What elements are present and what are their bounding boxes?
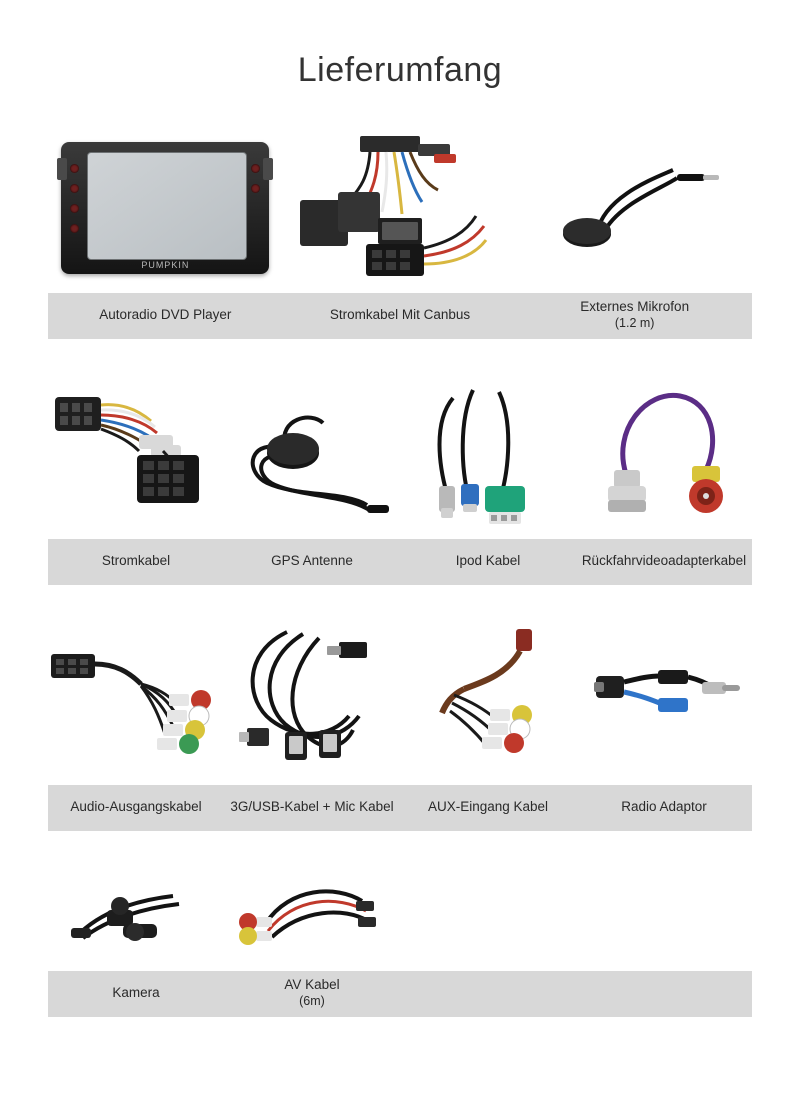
caption-power-cable	[48, 553, 224, 570]
caption-av-cable	[224, 977, 400, 1010]
power-cable-with-canbus-image	[290, 128, 510, 288]
power-cable-image	[51, 379, 221, 529]
caption-label: Externes Mikrofon	[580, 299, 690, 315]
button-icon	[70, 204, 79, 213]
aux-input-cable-image	[408, 625, 568, 775]
caption-label: Ipod Kabel	[455, 553, 521, 569]
caption-car-radio-dvd-player	[48, 307, 283, 324]
caption-external-microphone	[517, 299, 752, 332]
caption-usb-mic-cable	[224, 799, 400, 816]
external-microphone-image	[545, 148, 725, 268]
image-cell-av-cable	[224, 861, 400, 971]
product-row-4-captions	[48, 971, 752, 1017]
gps-antenna-image	[227, 379, 397, 529]
radio-adaptor-image	[584, 640, 744, 760]
image-cell-audio-output-cable	[48, 615, 224, 785]
caption-label: Radio Adaptor	[621, 799, 707, 815]
rear-view-video-adapter-cable-image	[584, 374, 744, 534]
caption-gps-antenna	[224, 553, 400, 570]
car-radio-dvd-player-image	[61, 142, 269, 274]
bracket-right-icon	[263, 158, 273, 180]
caption-label: Audio-Ausgangskabel	[70, 799, 202, 815]
product-row-3-captions	[48, 785, 752, 831]
caption-aux-input-cable	[400, 799, 576, 816]
caption-radio-adaptor	[576, 799, 752, 816]
image-cell-power-cable-with-canbus	[283, 123, 518, 293]
product-row-1-images	[48, 123, 752, 293]
caption-label: 3G/USB-Kabel + Mic Kabel	[230, 799, 394, 815]
caption-label: Stromkabel Mit Canbus	[329, 307, 471, 323]
caption-rear-view-video-adapter-cable	[576, 553, 752, 570]
product-contents-page	[0, 23, 800, 1100]
usb-mic-cable-image	[227, 620, 397, 780]
caption-sublabel: (1.2 m)	[614, 316, 655, 331]
caption-label: AUX-Eingang Kabel	[427, 799, 549, 815]
image-cell-camera	[48, 861, 224, 971]
product-row-2-images	[48, 369, 752, 539]
image-cell-power-cable	[48, 369, 224, 539]
audio-output-cable-image	[49, 630, 224, 770]
button-icon	[70, 224, 79, 233]
button-icon	[70, 164, 79, 173]
image-cell-car-radio-dvd-player	[48, 123, 283, 293]
product-row-4-images	[48, 861, 752, 971]
caption-power-cable-with-canbus	[283, 307, 518, 324]
image-cell-radio-adaptor	[576, 615, 752, 785]
caption-label: GPS Antenne	[271, 553, 353, 569]
button-icon	[251, 164, 260, 173]
av-cable-image	[232, 861, 392, 971]
caption-label: Autoradio DVD Player	[99, 307, 232, 323]
caption-label: Kamera	[112, 985, 160, 1001]
product-row-3	[48, 615, 752, 831]
bracket-left-icon	[57, 158, 67, 180]
product-row-4	[48, 861, 752, 1017]
caption-audio-output-cable	[48, 799, 224, 816]
caption-camera	[48, 985, 224, 1002]
image-cell-empty-2	[576, 861, 752, 971]
product-row-1	[48, 123, 752, 339]
image-cell-external-microphone	[517, 123, 752, 293]
button-icon	[251, 184, 260, 193]
caption-label: AV Kabel	[284, 977, 340, 993]
ipod-cable-image	[413, 374, 563, 534]
head-unit-screen	[87, 152, 247, 260]
button-icon	[70, 184, 79, 193]
image-cell-rear-view-video-adapter-cable	[576, 369, 752, 539]
page-title: Lieferumfang	[297, 50, 503, 89]
product-row-1-captions	[48, 293, 752, 339]
image-cell-ipod-cable	[400, 369, 576, 539]
product-row-3-images	[48, 615, 752, 785]
product-row-2	[48, 369, 752, 585]
image-cell-gps-antenna	[224, 369, 400, 539]
caption-ipod-cable	[400, 553, 576, 570]
product-row-2-captions	[48, 539, 752, 585]
caption-label: Stromkabel	[101, 553, 171, 569]
brand-logo: PUMPKIN	[141, 259, 190, 270]
camera-image	[61, 866, 211, 966]
caption-label: Rückfahrvideoadapterkabel	[581, 553, 747, 569]
caption-sublabel: (6m)	[299, 994, 325, 1009]
image-cell-usb-mic-cable	[224, 615, 400, 785]
image-cell-aux-input-cable	[400, 615, 576, 785]
image-cell-empty-1	[400, 861, 576, 971]
